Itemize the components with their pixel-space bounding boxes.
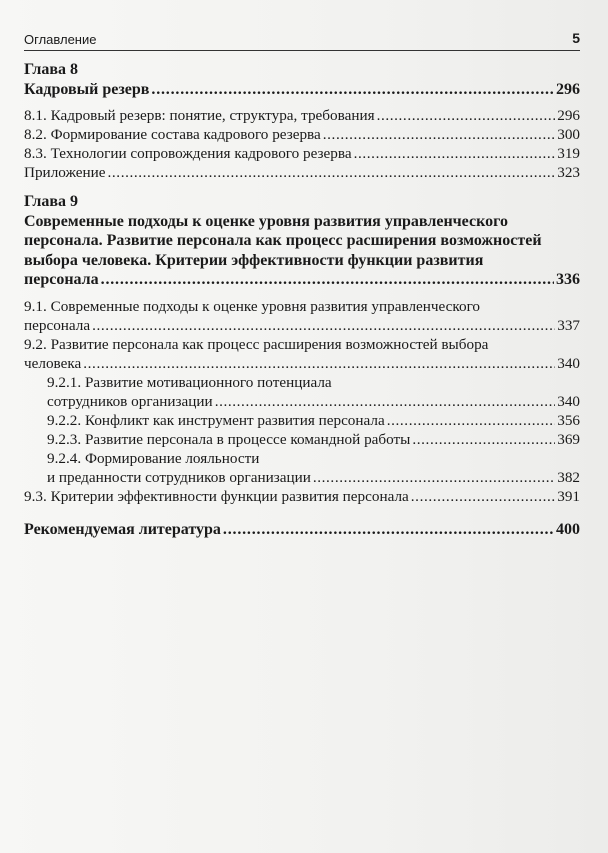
dot-leader [108, 163, 556, 182]
toc-entry-page: 300 [557, 126, 580, 143]
dot-leader [223, 520, 554, 540]
toc-entry-9-2[interactable] [24, 354, 580, 373]
toc-entry-8-3[interactable] [24, 144, 580, 163]
chapter-9-title-line: выбора человека. Критерии эффективности функции развития [24, 251, 484, 269]
running-head-title: Оглавление [24, 32, 97, 47]
toc-entry-chapter-8[interactable] [24, 80, 580, 100]
chapter-8-label: Глава 8 [24, 61, 78, 78]
toc-entry-text: Кадровый резерв [24, 80, 150, 98]
dot-leader [215, 392, 556, 411]
toc-entry-text: Приложение [24, 164, 106, 181]
toc-entry-page: 356 [557, 411, 580, 429]
dot-leader [387, 411, 555, 430]
running-head [24, 31, 580, 51]
toc-entry-page: 382 [557, 468, 580, 486]
chapter-9-title-line: персонала. Развитие персонала как процесс расширения возможностей [24, 232, 542, 249]
dot-leader [101, 270, 554, 290]
toc-entry-8-1[interactable] [24, 106, 580, 125]
toc-entry-page: 340 [557, 354, 580, 372]
dot-leader [151, 80, 554, 100]
toc-entry-appendix[interactable] [24, 163, 580, 182]
dot-leader [323, 125, 555, 144]
toc-entry-8-2[interactable] [24, 125, 580, 144]
toc-entry-9-2-3[interactable] [24, 430, 580, 449]
toc-entry-page: 296 [556, 80, 580, 98]
dot-leader [83, 354, 555, 373]
dot-leader [92, 316, 555, 335]
toc-entry-page: 340 [557, 392, 580, 410]
toc-entry-9-2-2[interactable] [24, 411, 580, 430]
toc-entry-text: сотрудников организации [47, 392, 213, 410]
toc-entry-page: 369 [557, 430, 580, 448]
toc-entry-9-2-1[interactable] [24, 392, 580, 411]
toc-entry-text: 8.2. Формирование состава кадрового резерва [24, 126, 321, 143]
toc-entry-page: 319 [557, 145, 580, 162]
dot-leader [354, 144, 556, 163]
toc-entry-9-2-4[interactable] [24, 468, 580, 487]
dot-leader [412, 430, 555, 449]
toc-entry-page: 323 [557, 164, 580, 181]
toc-entry-9-2-4-line[interactable]: 9.2.4. Формирование лояльности [47, 449, 260, 467]
dot-leader [313, 468, 555, 487]
toc-entry-text: 9.2.3. Развитие персонала в процессе командной работы [47, 430, 411, 448]
toc-entry-text: и преданности сотрудников организации [47, 468, 311, 486]
toc-entry-text: 9.3. Критерии эффективности функции развития персонала [24, 487, 409, 505]
toc-entry-9-2-1-line[interactable]: 9.2.1. Развитие мотивационного потенциала [47, 373, 332, 391]
toc-entry-page: 296 [557, 107, 580, 124]
chapter-9-title-line: Современные подходы к оценке уровня развития управленческого [24, 212, 508, 230]
toc-entry-9-3[interactable] [24, 487, 580, 506]
toc-entry-9-2-line[interactable]: 9.2. Развитие персонала как процесс расширения возможностей выбора [24, 335, 489, 353]
toc-entry-text: Рекомендуемая литература [24, 520, 221, 538]
table-of-contents [24, 60, 580, 539]
dot-leader [411, 487, 555, 506]
header-rule [24, 50, 580, 51]
dot-leader [377, 106, 556, 125]
toc-entry-text: 8.1. Кадровый резерв: понятие, структура, требования [24, 107, 375, 124]
toc-entry-9-1[interactable] [24, 316, 580, 335]
toc-entry-page: 391 [557, 487, 580, 505]
toc-entry-text: 9.2.2. Конфликт как инструмент развития персонала [47, 411, 385, 429]
toc-entry-text: человека [24, 354, 82, 372]
toc-entry-text: 8.3. Технологии сопровождения кадрового резерва [24, 145, 352, 162]
toc-entry-9-1-line[interactable]: 9.1. Современные подходы к оценке уровня развития управленческого [24, 297, 481, 315]
toc-entry-chapter-9[interactable] [24, 270, 580, 290]
toc-entry-page: 337 [557, 316, 580, 334]
toc-entry-text: персонала [24, 271, 99, 288]
toc-entry-text: персонала [24, 316, 91, 334]
page-number: 5 [572, 30, 580, 46]
chapter-9-label: Глава 9 [24, 193, 78, 210]
toc-entry-page: 400 [556, 520, 580, 538]
toc-entry-page: 336 [556, 271, 580, 288]
toc-entry-literature[interactable] [24, 520, 580, 540]
